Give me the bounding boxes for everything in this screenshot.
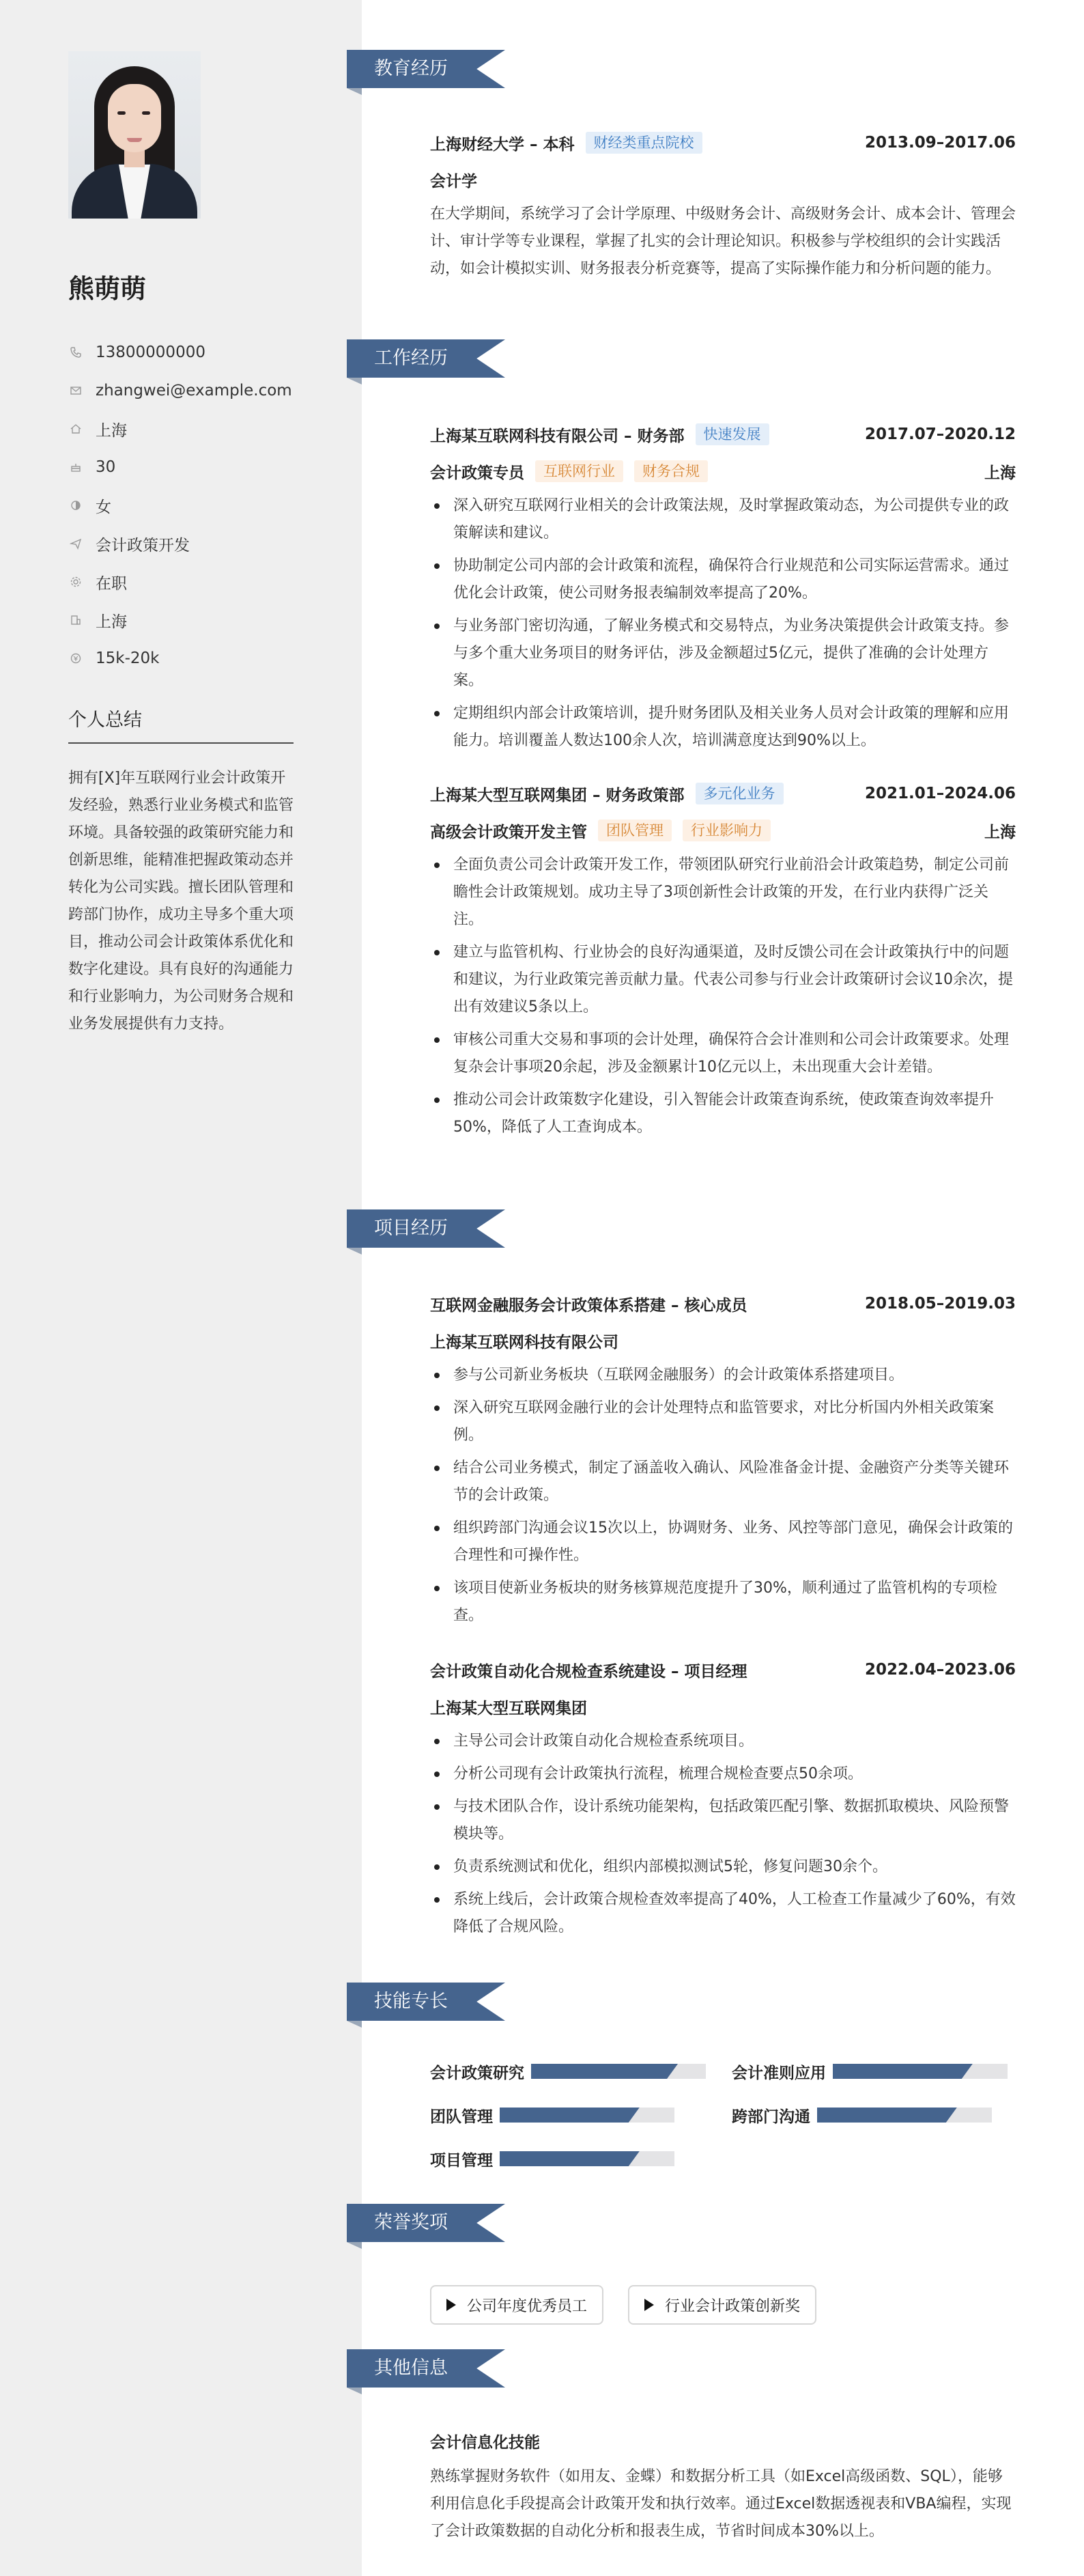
- profile-photo: [68, 51, 201, 219]
- list-item: 全面负责公司会计政策开发工作，带领团队研究行业前沿会计政策趋势，制定公司前瞻性会计政策规划。成功主导了3项创新性会计政策的开发，在行业内获得广泛关注。: [430, 852, 1016, 934]
- project-bullets: [430, 1728, 1016, 1941]
- skill-name: 跨部门沟通: [732, 2108, 810, 2126]
- salary-text: 15k-20k: [96, 649, 160, 667]
- email-text: zhangwei@example.com: [96, 382, 292, 400]
- list-item: 建立与监管机构、行业协会的良好沟通渠道，及时反馈公司在会计政策执行中的问题和建议，为行业政策完善贡献力量。代表公司参与行业会计政策研讨会议10余次，提出有效建议5条以上。: [430, 939, 1016, 1021]
- project-date: 2018.05–2019.03: [864, 1295, 1016, 1313]
- award-name: 公司年度优秀员工: [467, 2297, 588, 2315]
- skill-bar: [833, 2064, 1008, 2079]
- gender-text: 女: [96, 498, 111, 516]
- home-icon: [68, 421, 83, 436]
- gender-icon: [68, 498, 83, 513]
- play-icon: [644, 2299, 654, 2311]
- education-date: 2013.09–2017.06: [864, 134, 1016, 152]
- info-gender: [68, 486, 314, 524]
- skill-bar-fill: [500, 2108, 640, 2123]
- skill-item: [430, 2147, 674, 2170]
- main-content: [362, 0, 1084, 2576]
- info-phone: [68, 333, 314, 372]
- skill-item: [430, 2103, 674, 2127]
- info-city: [68, 410, 314, 448]
- section-awards-header: [347, 2204, 505, 2242]
- list-item: 推动公司会计政策数字化建设，引入智能会计政策查询系统，使政策查询效率提升50%，降低了人工查询成本。: [430, 1087, 1016, 1141]
- info-email: [68, 372, 314, 410]
- work-location: 上海: [984, 823, 1016, 841]
- company-name: 上海某互联网科技有限公司 – 财务部: [430, 427, 685, 445]
- role-tag: 团队管理: [598, 820, 672, 841]
- project-org: 上海某互联网科技有限公司: [430, 1333, 618, 1352]
- sidebar: [0, 0, 362, 2576]
- work-location: 上海: [984, 464, 1016, 482]
- section-other-header: [347, 2349, 505, 2388]
- skill-bar-fill: [833, 2064, 973, 2079]
- list-item: 审核公司重大交易和事项的会计处理，确保符合会计准则和公司会计政策要求。处理复杂会计事项20余起，涉及金额累计10亿元以上，未出现重大会计差错。: [430, 1026, 1016, 1081]
- city-text: 上海: [96, 421, 127, 440]
- info-status: [68, 563, 314, 601]
- education-desc: 在大学期间，系统学习了会计学原理、中级财务会计、高级财务会计、成本会计、管理会计、审计学等专业课程，掌握了扎实的会计理论知识。积极参与学校组织的会计实践活动，如会计模拟实训、财务报表分析竞赛等，提高了实际操作能力和分析问题的能力。: [430, 206, 1016, 277]
- section-title: 荣誉奖项: [374, 2212, 448, 2233]
- company-name: 上海某大型互联网集团 – 财务政策部: [430, 786, 685, 804]
- list-item: 深入研究互联网金融行业的会计处理特点和监管要求，对比分析国内外相关政策案例。: [430, 1395, 1016, 1449]
- mail-icon: [68, 383, 83, 398]
- section-title: 工作经历: [374, 348, 448, 369]
- intention-text: 会计政策开发: [96, 536, 190, 555]
- list-item: 定期组织内部会计政策培训，提升财务团队及相关业务人员对会计政策的理解和应用能力。培训覆盖人数达100余人次，培训满意度达到90%以上。: [430, 700, 1016, 755]
- other-text: 熟练掌握财务软件（如用友、金蝶）和数据分析工具（如Excel高级函数、SQL），能够利用信息化手段提高会计政策开发和执行效率。通过Excel数据透视表和VBA编程，实现了会计政策数据的自动化分析和报表生成，节省时间成本30%以上。: [430, 2468, 1012, 2540]
- other-title: 会计信息化技能: [430, 2433, 540, 2452]
- job-title: 会计政策专员: [430, 464, 524, 482]
- list-item: 负责系统测试和优化，组织内部模拟测试5轮，修复问题30余个。: [430, 1853, 1016, 1881]
- contact-info: [68, 333, 314, 677]
- list-item: 系统上线后，会计政策合规检查效率提高了40%，人工检查工作量减少了60%，有效降低了合规风险。: [430, 1886, 1016, 1941]
- section-title: 教育经历: [374, 58, 448, 79]
- section-work-header: [347, 339, 505, 378]
- section-title: 项目经历: [374, 1218, 448, 1239]
- skill-item: [732, 2103, 992, 2127]
- section-title: 其他信息: [374, 2357, 448, 2379]
- skill-item: [430, 2060, 706, 2083]
- project-bullets: [430, 1362, 1016, 1629]
- work-city-text: 上海: [96, 613, 127, 631]
- project-title: 会计政策自动化合规检查系统建设 – 项目经理: [430, 1662, 747, 1681]
- gear-icon: [68, 574, 83, 589]
- age-text: 30: [96, 458, 116, 476]
- send-icon: [68, 536, 83, 551]
- list-item: 协助制定公司内部的会计政策和流程，确保符合行业规范和公司实际运营需求。通过优化会计政策，使公司财务报表编制效率提高了20%。: [430, 552, 1016, 607]
- play-icon: [446, 2299, 456, 2311]
- work-date: 2021.01–2024.06: [864, 785, 1016, 802]
- info-intention: [68, 524, 314, 563]
- skill-bar: [500, 2151, 674, 2166]
- status-text: 在职: [96, 574, 127, 593]
- project-title: 互联网金融服务会计政策体系搭建 – 核心成员: [430, 1296, 747, 1315]
- summary-text: 拥有[X]年互联网行业会计政策开发经验，熟悉行业业务模式和监管环境。具备较强的政策研究能力和创新思维，能精准把握政策动态并转化为公司实践。擅长团队管理和跨部门协作，成功主导多个重大项目，推动公司会计政策体系优化和数字化建设。具有良好的沟通能力和行业影响力，为公司财务合规和业务发展提供有力支持。: [68, 770, 294, 1033]
- skill-bar-fill: [817, 2108, 957, 2123]
- skill-bar: [500, 2108, 674, 2123]
- info-salary: [68, 639, 314, 677]
- company-tag: 多元化业务: [696, 783, 784, 804]
- skill-name: 团队管理: [430, 2108, 493, 2126]
- work-bullets: [430, 852, 1016, 1141]
- skill-name: 会计政策研究: [430, 2064, 524, 2082]
- list-item: 深入研究互联网行业相关的会计政策法规，及时掌握政策动态，为公司提供专业的政策解读和建议。: [430, 492, 1016, 547]
- skill-bar: [531, 2064, 706, 2079]
- money-icon: [68, 651, 83, 666]
- building-icon: [68, 613, 83, 628]
- section-projects-header: [347, 1209, 505, 1248]
- major: 会计学: [430, 172, 477, 191]
- work-entry: [430, 423, 1016, 760]
- list-item: 组织跨部门沟通会议15次以上，协调财务、业务、风控等部门意见，确保会计政策的合理性和可操作性。: [430, 1515, 1016, 1569]
- info-age: [68, 448, 314, 486]
- list-item: 与技术团队合作，设计系统功能架构，包括政策匹配引擎、数据抓取模块、风险预警模块等。: [430, 1793, 1016, 1848]
- school-name: 上海财经大学 – 本科: [430, 135, 575, 154]
- work-date: 2017.07–2020.12: [864, 425, 1016, 443]
- list-item: 分析公司现有会计政策执行流程，梳理合规检查要点50余项。: [430, 1761, 1016, 1788]
- skill-bar: [817, 2108, 992, 2123]
- section-education-header: [347, 50, 505, 88]
- cake-icon: [68, 460, 83, 475]
- info-work-city: [68, 601, 314, 639]
- role-tag: 行业影响力: [683, 820, 771, 841]
- work-bullets: [430, 492, 1016, 755]
- work-entry: [430, 782, 1016, 1147]
- section-title: 技能专长: [374, 1991, 448, 2012]
- phone-icon: [68, 345, 83, 360]
- summary-heading: 个人总结: [68, 705, 294, 744]
- role-tag: 财务合规: [634, 460, 708, 482]
- list-item: 主导公司会计政策自动化合规检查系统项目。: [430, 1728, 1016, 1755]
- skill-name: 项目管理: [430, 2151, 493, 2170]
- project-entry: [430, 1292, 1016, 1635]
- education-entry: [430, 131, 1016, 283]
- section-skills-header: [347, 1983, 505, 2021]
- skill-name: 会计准则应用: [732, 2064, 826, 2082]
- award-badge: [628, 2285, 816, 2325]
- skill-item: [732, 2060, 1008, 2083]
- project-date: 2022.04–2023.06: [864, 1661, 1016, 1679]
- project-org: 上海某大型互联网集团: [430, 1699, 587, 1718]
- award-badge: [430, 2285, 603, 2325]
- list-item: 该项目使新业务板块的财务核算规范度提升了30%，顺利通过了监管机构的专项检查。: [430, 1575, 1016, 1629]
- phone-text: 13800000000: [96, 344, 205, 361]
- skill-bar-fill: [500, 2151, 640, 2166]
- company-tag: 快速发展: [696, 423, 769, 445]
- role-tag: 互联网行业: [535, 460, 623, 482]
- job-title: 高级会计政策开发主管: [430, 823, 587, 841]
- other-entry: [430, 2429, 1016, 2545]
- list-item: 参与公司新业务板块（互联网金融服务）的会计政策体系搭建项目。: [430, 1362, 1016, 1389]
- award-name: 行业会计政策创新奖: [665, 2297, 801, 2315]
- list-item: 与业务部门密切沟通，了解业务模式和交易特点，为业务决策提供会计政策支持。参与多个重大业务项目的财务评估，涉及金额超过5亿元，提供了准确的会计处理方案。: [430, 613, 1016, 695]
- profile-name: 熊萌萌: [68, 274, 147, 304]
- skill-bar-fill: [531, 2064, 678, 2079]
- school-tag: 财经类重点院校: [586, 132, 702, 154]
- project-entry: [430, 1658, 1016, 1946]
- list-item: 结合公司业务模式，制定了涵盖收入确认、风险准备金计提、金融资产分类等关键环节的会计政策。: [430, 1455, 1016, 1509]
